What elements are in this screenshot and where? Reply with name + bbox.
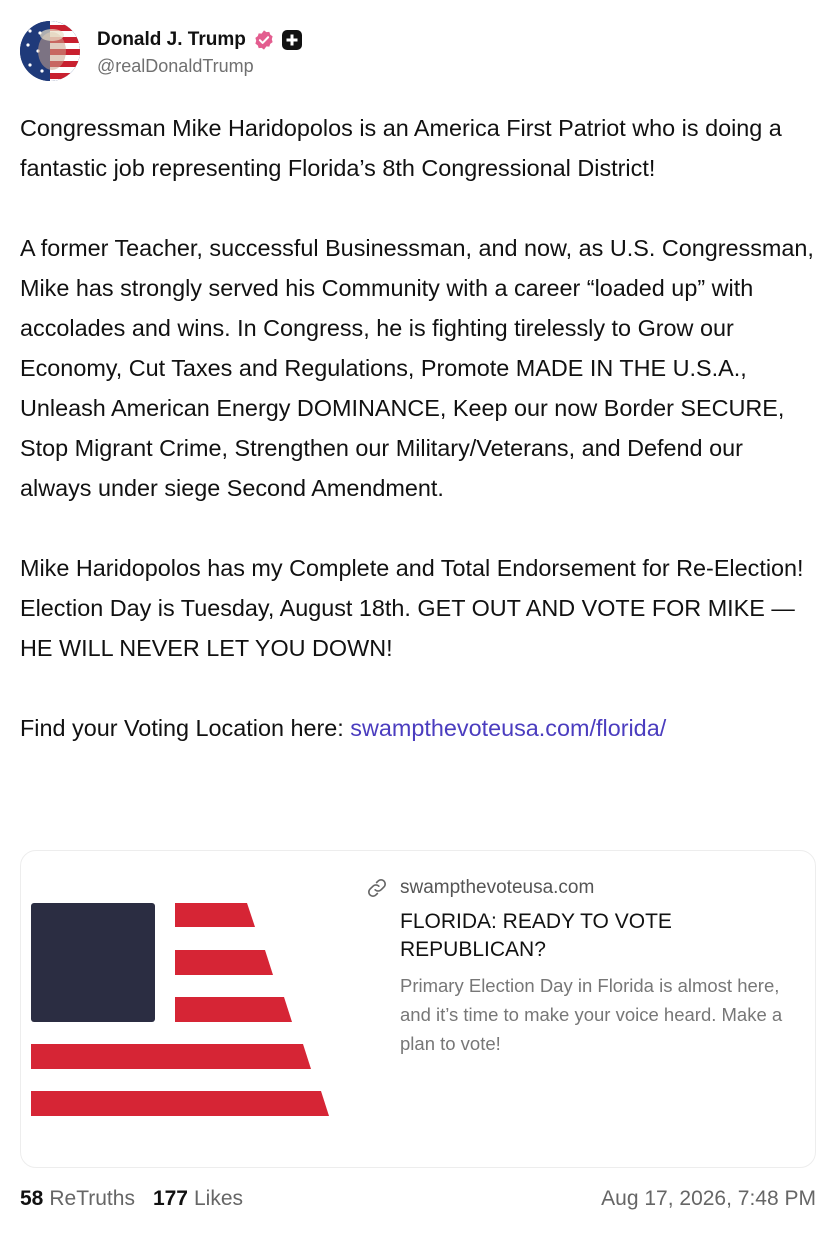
post-footer [20,1183,816,1215]
user-avatar[interactable] [20,21,80,81]
card-domain: swampthevoteusa.com [400,877,595,898]
author-handle[interactable]: @realDonaldTrump [97,56,254,76]
card-description: Primary Election Day in Florida is almost here, and it’s time to make your voice heard. Make a plan to vote! [400,975,783,1054]
post-paragraph-1: Congressman Mike Haridopolos is an America First Patriot who is doing a fantastic job representing Florida’s 8th Congressional District! [20,115,782,181]
verified-badge-icon [253,29,275,51]
retruths-label: ReTruths [49,1187,135,1210]
post-header [20,20,302,82]
post-timestamp[interactable]: Aug 17, 2026, 7:48 PM [601,1187,816,1210]
retruths-count: 58 [20,1187,44,1210]
link-icon [366,877,388,899]
voting-location-link[interactable]: swampthevoteusa.com/florida/ [350,715,667,741]
author-display-name[interactable]: Donald J. Trump [97,29,246,50]
post-paragraph-3: Mike Haridopolos has my Complete and Total Endorsement for Re-Election! Election Day is Tuesday, August 18th. GET OUT AND VOTE FOR MIKE — HE WILL NEVER LET YOU DOWN! [20,555,804,661]
post-paragraph-4 [20,708,820,748]
card-title: FLORIDA: READY TO VOTE REPUBLICAN? [400,910,672,961]
retruths-stat[interactable] [20,1187,135,1211]
likes-stat[interactable] [153,1187,243,1211]
post-body [20,108,820,748]
likes-label: Likes [194,1187,244,1210]
plus-badge-icon [282,30,302,50]
likes-count: 177 [152,1187,188,1210]
flag-logo [31,903,331,1123]
post-paragraph-2: A former Teacher, successful Businessman, and now, as U.S. Congressman, Mike has strongly served his Community with a career “loaded up” with accolades and wins. In Congress, he is fighting tirelessly to Grow our Economy, Cut Taxes and Regulations, Promote MADE IN THE U.S.A., Unleash American Energy DOMINANCE, Keep our now Border SECURE, Stop Migrant Crime, Strengthen our Military/Veterans, and Defend our always under siege Second Amendment. [20,235,814,501]
voting-location-text: Find your Voting Location here: [20,715,351,741]
link-preview-card[interactable] [20,850,816,1168]
